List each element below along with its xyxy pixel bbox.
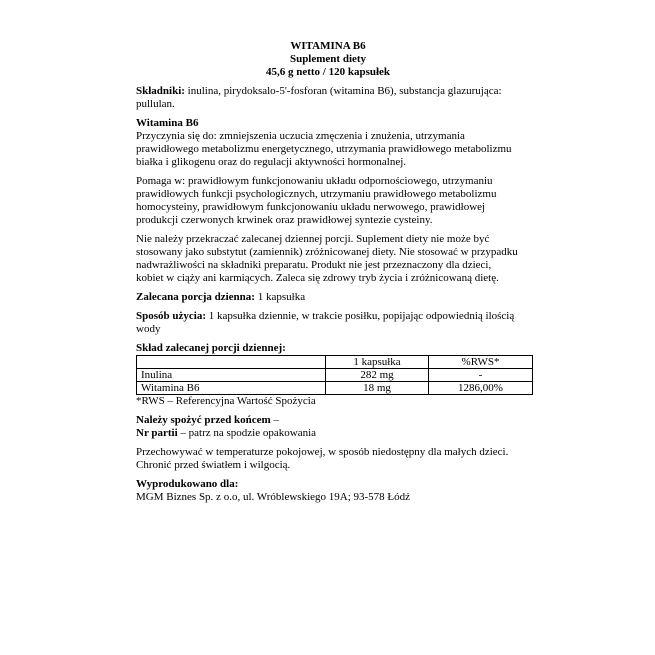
description-warning: Nie należy przekraczać zalecanej dziennej porcji. Suplement diety nie może być stosowany jako substytut (zamiennik) zróżnicowanej diety. Nie stosować w przypadku nadwrażliwości na składniki preparatu. Produkt nie jest przeznaczony dla dzieci, kobiet w ciąży ani karmiących. Zaleca się zdrowy tryb życia i zróżnicowaną dietę. [136,233,518,284]
description-helps: Pomaga w: prawidłowym funkcjonowaniu układu odpornościowego, utrzymaniu prawidłowych funkcji psychologicznych, utrzymaniu prawidłowego metabolizmu homocysteiny, prawidłowym funkcjonowaniu układu nerwowego, prawidłowej produkcji czerwonych krwinek oraz prawidłowej syntezie cysteiny. [136,175,497,226]
table-cell-name: Inulina [137,369,326,382]
table-cell-name: Witamina B6 [137,382,326,395]
daily-portion-section [136,291,520,304]
table-cell-rws: - [429,369,533,382]
lot-text: – patrz na spodzie opakowania [177,427,317,439]
daily-portion-label: Zalecana porcja dzienna: [136,291,255,303]
composition-table [136,355,533,395]
table-header-amount: 1 kapsułka [326,356,429,369]
usage-value: 1 kapsułka dziennie, w trakcie posiłku, popijając odpowiednią ilością wody [136,310,515,335]
expiry-suffix: – [270,414,279,426]
ingredients-text: inulina, pirydoksalo-5'-fosforan (witamina B6), substancja glazurująca: pullulan. [136,85,502,110]
description-heading: Witamina B6 [136,117,199,129]
warning-section [136,233,520,285]
product-title: WITAMINA B6 [290,40,366,52]
ingredients-section [136,85,520,111]
title-block [136,40,520,79]
usage-section [136,310,520,336]
table-cell-amount: 18 mg [326,382,429,395]
description-contributes: Przyczynia się do: zmniejszenia uczucia zmęczenia i znużenia, utrzymania prawidłowego metabolizmu energetycznego, utrzymania prawidłowego metabolizmu białka i glikogenu oraz do regulacji aktywności hormonalnej. [136,130,512,168]
table-row [137,369,533,382]
batch-section [136,414,520,440]
manufacturer-section [136,478,520,504]
expiry-label: Należy spożyć przed końcem [136,414,271,426]
composition-heading-block [136,342,520,355]
table-header-empty [137,356,326,369]
usage-label: Sposób użycia: [136,310,206,322]
daily-portion-value: 1 kapsułka [254,291,306,303]
rws-footnote: *RWS – Referencyjna Wartość Spożycia [136,395,316,407]
lot-label: Nr partii [136,427,178,439]
helps-section [136,175,520,227]
storage-text: Przechowywać w temperaturze pokojowej, w sposób niedostępny dla małych dzieci. Chronić przed światłem i wilgocią. [136,446,509,471]
manufacturer-label: Wyprodukowano dla: [136,478,239,490]
composition-heading: Skład zalecanej porcji dziennej: [136,342,286,354]
ingredients-label: Składniki: [136,85,185,97]
table-header-rws: %RWS* [429,356,533,369]
product-subtitle: Suplement diety [289,53,367,65]
description-section [136,117,520,169]
manufacturer-address: MGM Biznes Sp. z o.o, ul. Wróblewskiego 19A; 93-578 Łódź [136,491,411,503]
net-weight-capsules: 45,6 g netto / 120 kapsułek [265,66,391,78]
table-cell-amount: 282 mg [326,369,429,382]
table-cell-rws: 1286,00% [429,382,533,395]
table-row [137,382,533,395]
storage-section [136,446,520,472]
table-header-row [137,356,533,369]
